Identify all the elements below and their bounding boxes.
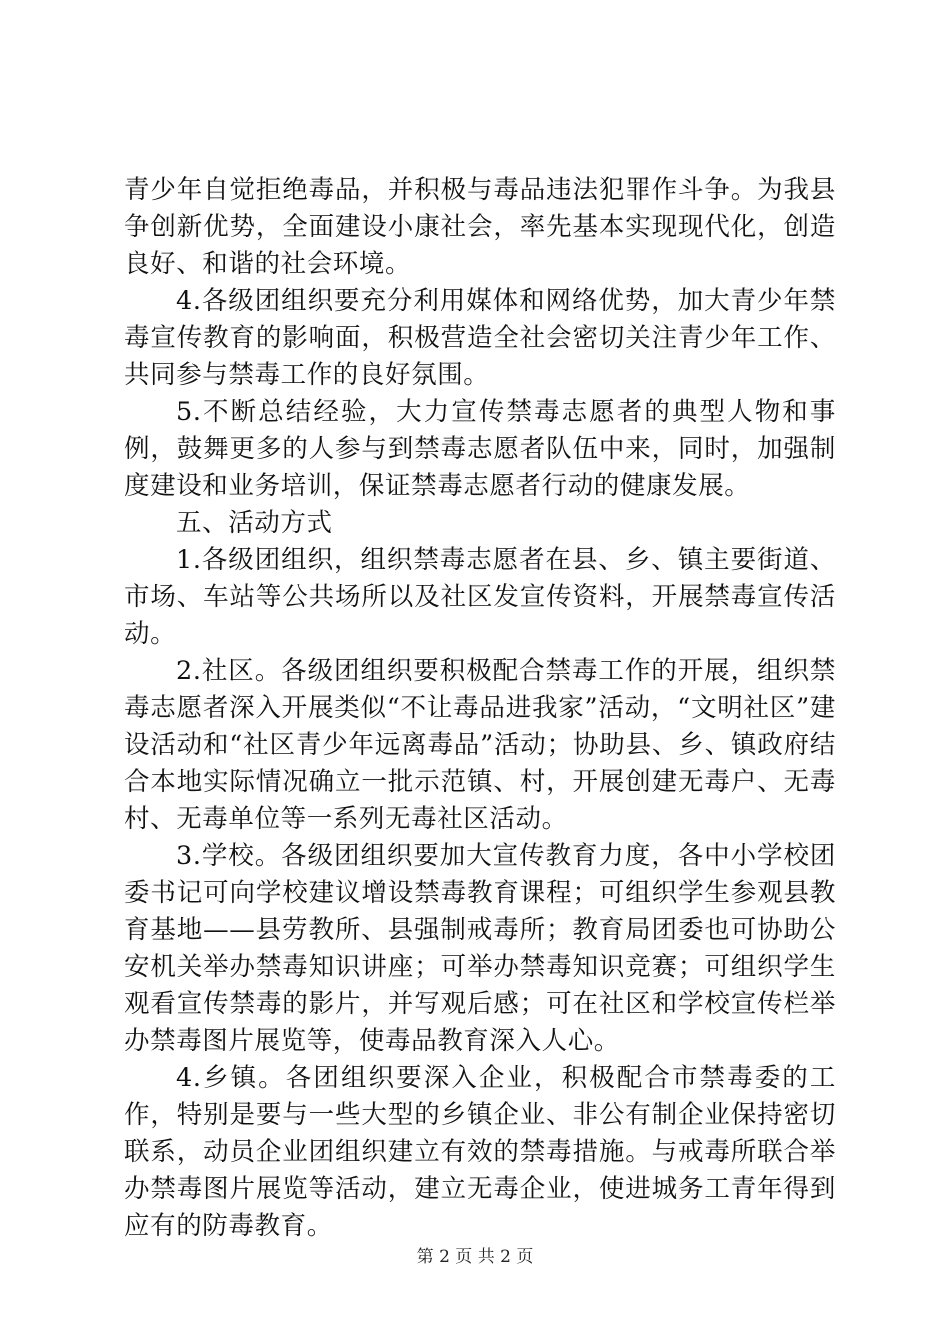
page-number-footer: 第 2 页 共 2 页 xyxy=(416,1247,534,1267)
paragraph-item-5: 5.不断总结经验，大力宣传禁毒志愿者的典型人物和事例，鼓舞更多的人参与到禁毒志愿者队伍中来，同时，加强制度建设和业务培训，保证禁毒志愿者行动的健康发展。 xyxy=(124,397,836,501)
section-heading: 五、活动方式 xyxy=(176,508,333,538)
activity-item-4: 4.乡镇。各团组织要深入企业，积极配合市禁毒委的工作，特别是要与一些大型的乡镇企业、非公有制企业保持密切联系，动员企业团组织建立有效的禁毒措施。与戒毒所联合举办禁毒图片展览等活动，建立无毒企业，使进城务工青年得到应有的防毒教育。 xyxy=(124,1063,836,1241)
activity-item-3: 3.学校。各级团组织要加大宣传教育力度，各中小学校团委书记可向学校建议增设禁毒教育课程；可组织学生参观县教育基地——县劳教所、县强制戒毒所；教育局团委也可协助公安机关举办禁毒知识讲座；可举办禁毒知识竞赛；可组织学生观看宣传禁毒的影片，并写观后感；可在社区和学校宣传栏举办禁毒图片展览等，使毒品教育深入人心。 xyxy=(124,841,836,1056)
paragraph-continuation: 青少年自觉拒绝毒品，并积极与毒品违法犯罪作斗争。为我县争创新优势，全面建设小康社会，率先基本实现现代化，创造良好、和谐的社会环境。 xyxy=(124,175,836,279)
document-body xyxy=(124,172,836,1245)
paragraph-item-4: 4.各级团组织要充分利用媒体和网络优势，加大青少年禁毒宣传教育的影响面，积极营造全社会密切关注青少年工作、共同参与禁毒工作的良好氛围。 xyxy=(124,286,836,390)
activity-item-1: 1.各级团组织，组织禁毒志愿者在县、乡、镇主要街道、市场、车站等公共场所以及社区发宣传资料，开展禁毒宣传活动。 xyxy=(124,545,836,649)
activity-item-2: 2.社区。各级团组织要积极配合禁毒工作的开展，组织禁毒志愿者深入开展类似“不让毒品进我家”活动，“文明社区”建设活动和“社区青少年远离毒品”活动；协助县、乡、镇政府结合本地实际情况确立一批示范镇、村，开展创建无毒户、无毒村、无毒单位等一系列无毒社区活动。 xyxy=(124,656,836,834)
